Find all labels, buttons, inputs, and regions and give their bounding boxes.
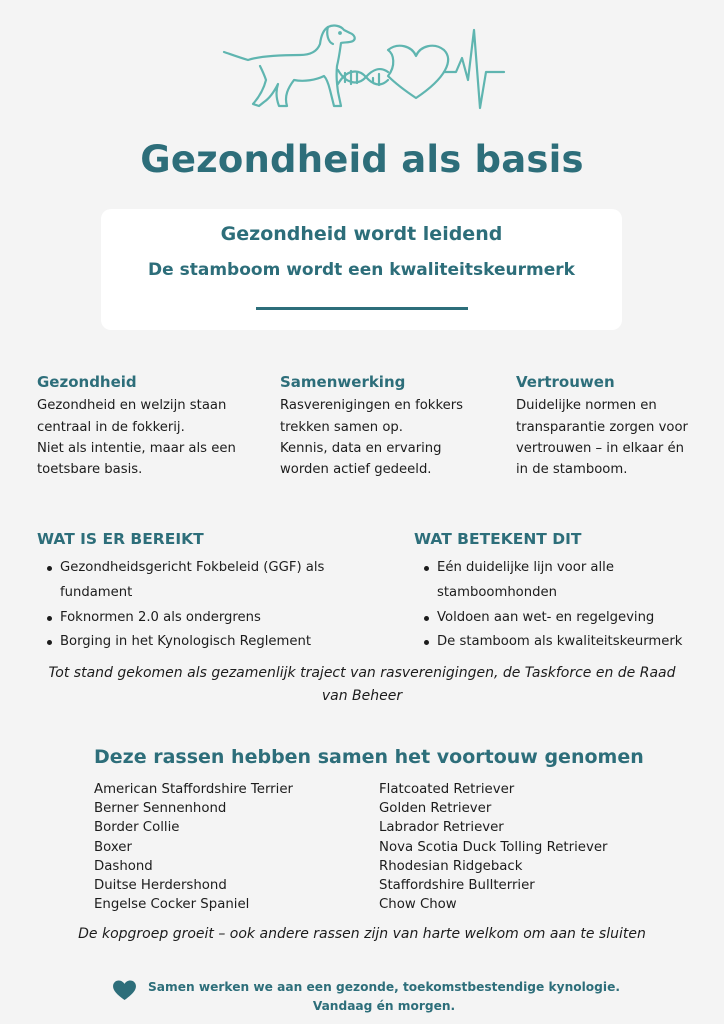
- pillar-text-line: in de stamboom.: [516, 462, 628, 478]
- list-item: Duitse Herdershond: [94, 878, 227, 894]
- list-item: De stamboom als kwaliteitskeurmerk: [415, 630, 715, 655]
- page-title: Gezondheid als basis: [140, 138, 584, 181]
- list-item: Chow Chow: [379, 897, 457, 913]
- pillar-text-line: centraal in de fokkerij.: [37, 419, 185, 435]
- pillar-text-line: Kennis, data en ervaring: [280, 440, 442, 456]
- heart-icon: [113, 980, 136, 1001]
- pillar-text-line: Rasverenigingen en fokkers: [280, 398, 464, 414]
- list-item: Gezondheidsgericht Fokbeleid (GGF) als fundament: [38, 556, 358, 606]
- footer-line-2: Vandaag én morgen.: [312, 999, 456, 1013]
- collaboration-note: Tot stand gekomen als gezamenlijk traject van rasverenigingen, de Taskforce en de Raad van Beheer: [48, 665, 676, 704]
- pillar-gezondheid: [37, 372, 252, 480]
- breeds-heading: Deze rassen hebben samen het voortouw genomen: [94, 746, 644, 768]
- list-item: Border Collie: [94, 820, 180, 836]
- list-item: Boxer: [94, 839, 132, 855]
- list-item: Golden Retriever: [379, 801, 492, 817]
- pillar-text-line: toetsbare basis.: [37, 462, 143, 478]
- pillar-text-line: worden actief gedeeld.: [280, 462, 432, 478]
- pillar-vertrouwen: [516, 372, 706, 480]
- pillar-text-line: Duidelijke normen en: [516, 398, 657, 414]
- list-item: Eén duidelijke lijn voor alle stamboomhonden: [415, 556, 715, 606]
- list-item: American Staffordshire Terrier: [94, 782, 293, 797]
- pillar-heading: Samenwerking: [280, 373, 406, 391]
- breeds-list-left: [94, 780, 293, 914]
- pillar-heading: Gezondheid: [37, 373, 137, 391]
- growth-note: De kopgroep groeit – ook andere rassen zijn van harte welkom om aan te sluiten: [78, 926, 646, 942]
- footer-line-1: Samen werken we aan een gezonde, toekomstbestendige kynologie.: [148, 980, 620, 994]
- list-item: Berner Sennenhond: [94, 801, 227, 817]
- divider: [256, 307, 468, 310]
- pillar-samenwerking: [280, 372, 480, 480]
- list-item: Nova Scotia Duck Tolling Retriever: [379, 839, 608, 855]
- list-item: Borging in het Kynologisch Reglement: [38, 630, 358, 655]
- list-item: Foknormen 2.0 als ondergrens: [38, 606, 358, 631]
- meaning-heading: WAT BETEKENT DIT: [414, 530, 582, 548]
- achieved-heading: WAT IS ER BEREIKT: [37, 530, 204, 548]
- achieved-list: [38, 556, 358, 655]
- footer-message: [144, 978, 624, 1016]
- summary-line-1: Gezondheid wordt leidend: [220, 223, 503, 245]
- list-item: Dashond: [94, 858, 153, 874]
- list-item: Rhodesian Ridgeback: [379, 858, 523, 874]
- summary-card: [101, 209, 622, 330]
- summary-line-2: De stamboom wordt een kwaliteitskeurmerk: [148, 260, 575, 280]
- pillar-text-line: vertrouwen – in elkaar én: [516, 440, 684, 456]
- list-item: Staffordshire Bullterrier: [379, 878, 535, 894]
- dog-dna-heart-logo-icon: [220, 22, 510, 114]
- list-item: Voldoen aan wet- en regelgeving: [415, 606, 715, 631]
- meaning-list: [415, 556, 715, 655]
- list-item: Labrador Retriever: [379, 820, 504, 836]
- pillar-text-line: trekken samen op.: [280, 419, 403, 435]
- pillar-heading: Vertrouwen: [516, 373, 615, 391]
- list-item: Engelse Cocker Spaniel: [94, 897, 250, 913]
- pillar-text-line: Gezondheid en welzijn staan: [37, 398, 227, 414]
- breeds-list-right: [379, 780, 607, 914]
- pillar-text-line: transparantie zorgen voor: [516, 419, 688, 435]
- list-item: Flatcoated Retriever: [379, 782, 515, 797]
- pillar-text-line: Niet als intentie, maar als een: [37, 440, 236, 456]
